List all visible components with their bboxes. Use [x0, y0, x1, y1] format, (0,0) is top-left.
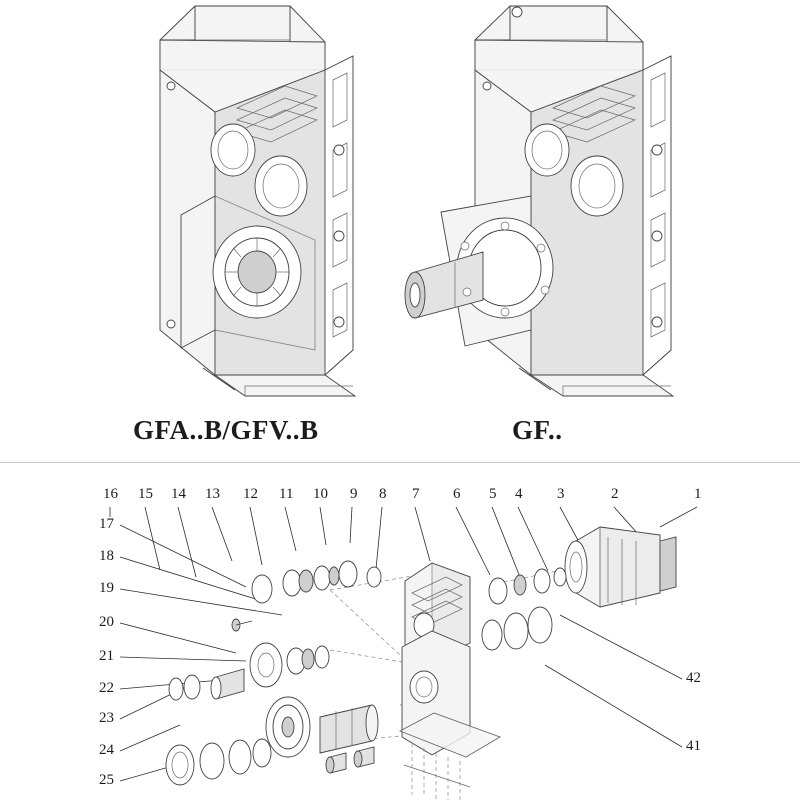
exploded-view: [0, 465, 800, 800]
callout-7: 7: [412, 486, 420, 502]
callout-16: 16: [103, 486, 118, 502]
callout-25: 25: [99, 772, 114, 788]
gearbox-view-right: [395, 0, 715, 400]
callout-3: 3: [557, 486, 565, 502]
callout-21: 21: [99, 648, 114, 664]
callout-41: 41: [686, 738, 701, 754]
callout-4: 4: [515, 486, 523, 502]
callout-2: 2: [611, 486, 619, 502]
callout-23: 23: [99, 710, 114, 726]
callout-8: 8: [379, 486, 387, 502]
callout-6: 6: [453, 486, 461, 502]
caption-gf: GF..: [512, 415, 563, 445]
gearbox-view-left: [85, 0, 385, 400]
callout-9: 9: [350, 486, 358, 502]
callout-12: 12: [243, 486, 258, 502]
caption-gfa-b-gfv-b: GFA..B/GFV..B: [133, 415, 319, 445]
callout-17: 17: [99, 516, 114, 532]
callout-22: 22: [99, 680, 114, 696]
callout-15: 15: [138, 486, 153, 502]
callout-11: 11: [279, 486, 294, 502]
callout-1: 1: [694, 486, 702, 502]
callout-14: 14: [171, 486, 186, 502]
callout-10: 10: [313, 486, 328, 502]
callout-18: 18: [99, 548, 114, 564]
callout-5: 5: [489, 486, 497, 502]
callout-24: 24: [99, 742, 114, 758]
section-divider: [0, 462, 800, 463]
callout-42: 42: [686, 670, 701, 686]
callout-13: 13: [205, 486, 220, 502]
callout-19: 19: [99, 580, 114, 596]
callout-20: 20: [99, 614, 114, 630]
